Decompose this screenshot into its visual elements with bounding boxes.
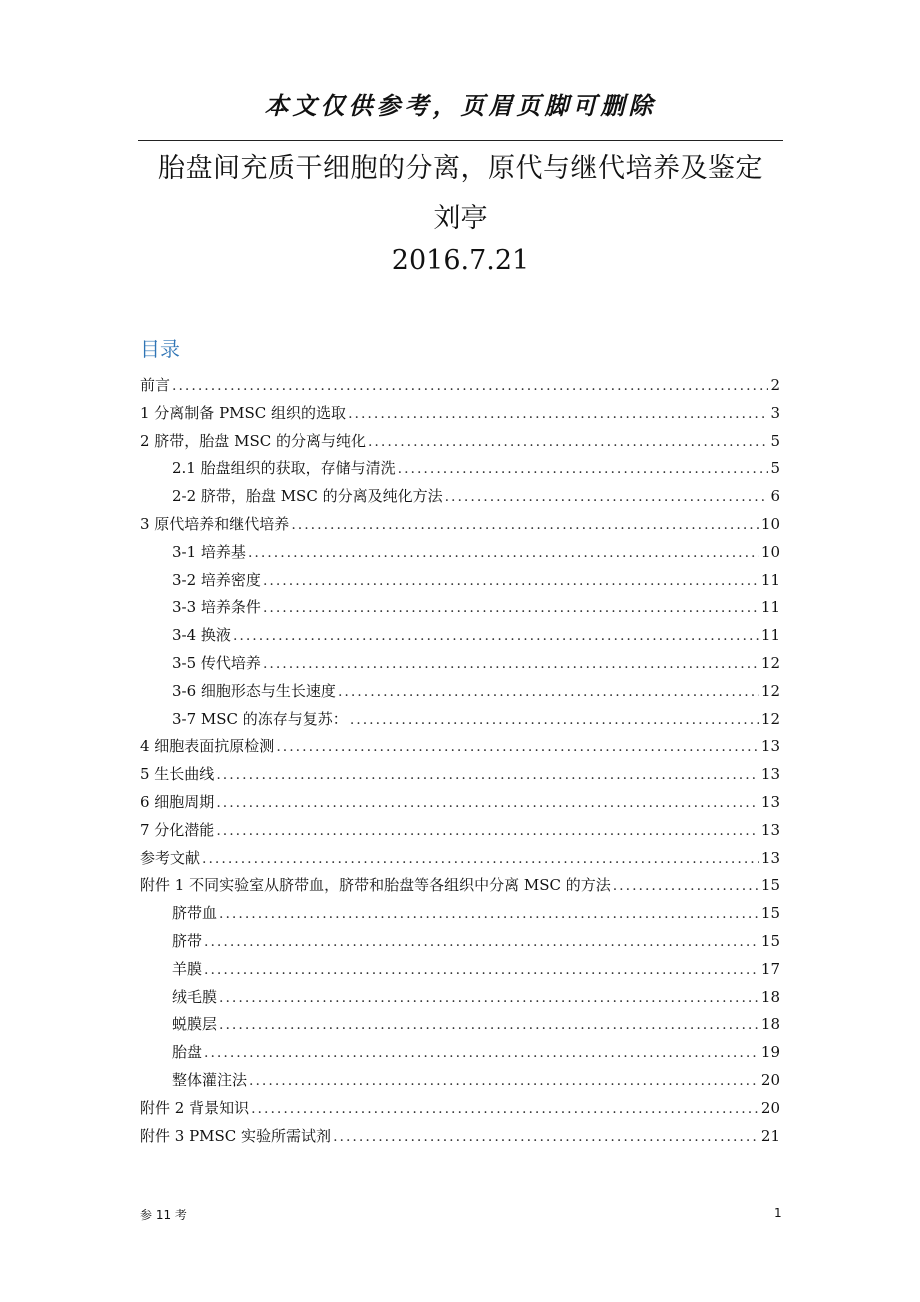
toc-entry-page: 11 xyxy=(760,570,780,589)
toc-entry-page: 15 xyxy=(760,876,780,895)
toc-entry-label: 3 原代培养和继代培养 xyxy=(140,514,290,533)
toc-entry-page: 17 xyxy=(760,959,780,978)
table-of-contents xyxy=(140,372,780,1150)
toc-dot-leader xyxy=(445,484,769,512)
toc-entry[interactable] xyxy=(140,817,780,845)
toc-dot-leader xyxy=(219,901,759,929)
toc-entry-page: 13 xyxy=(760,848,780,867)
toc-entry-page: 10 xyxy=(760,514,780,533)
toc-dot-leader xyxy=(251,1096,759,1124)
toc-entry-label: 7 分化潜能 xyxy=(140,820,215,839)
toc-dot-leader xyxy=(276,734,759,762)
toc-dot-leader xyxy=(204,929,759,957)
toc-entry[interactable] xyxy=(140,567,780,595)
toc-entry-label: 胎盘 xyxy=(172,1043,203,1062)
toc-entry[interactable] xyxy=(140,928,780,956)
toc-dot-leader xyxy=(398,456,769,484)
toc-entry[interactable] xyxy=(140,678,780,706)
toc-entry-label: 脐带血 xyxy=(172,904,218,923)
toc-entry-page: 6 xyxy=(770,487,780,506)
toc-entry[interactable] xyxy=(140,733,780,761)
toc-entry-page: 13 xyxy=(760,792,780,811)
toc-entry[interactable] xyxy=(140,1123,780,1151)
toc-dot-leader xyxy=(368,429,768,457)
toc-entry[interactable] xyxy=(140,622,780,650)
toc-entry-label: 3-5 传代培养 xyxy=(172,653,261,672)
toc-entry-label: 整体灌注法 xyxy=(172,1070,248,1089)
toc-entry-page: 13 xyxy=(760,737,780,756)
toc-dot-leader xyxy=(613,873,759,901)
toc-entry-label: 附件 1 不同实验室从脐带血，脐带和胎盘等各组织中分离 MSC 的方法 xyxy=(140,876,611,895)
toc-entry-page: 5 xyxy=(770,459,780,478)
footer-page-number: 1 xyxy=(774,1206,782,1220)
header-divider xyxy=(138,140,783,141)
toc-entry[interactable] xyxy=(140,455,780,483)
toc-dot-leader xyxy=(263,651,759,679)
toc-entry[interactable] xyxy=(140,984,780,1012)
toc-entry-label: 2 脐带，胎盘 MSC 的分离与纯化 xyxy=(140,431,366,450)
toc-entry[interactable] xyxy=(140,1011,780,1039)
toc-entry-page: 15 xyxy=(760,904,780,923)
toc-entry-label: 绒毛膜 xyxy=(172,987,218,1006)
toc-entry-label: 前言 xyxy=(140,376,171,394)
toc-entry[interactable] xyxy=(140,483,780,511)
toc-entry[interactable] xyxy=(140,650,780,678)
toc-entry[interactable] xyxy=(140,706,780,734)
toc-entry-page: 10 xyxy=(760,542,780,561)
toc-entry-label: 3-1 培养基 xyxy=(172,542,246,561)
toc-entry-page: 11 xyxy=(760,598,780,617)
toc-entry[interactable] xyxy=(140,1095,780,1123)
toc-entry[interactable] xyxy=(140,872,780,900)
toc-dot-leader xyxy=(263,568,759,596)
toc-heading: 目录 xyxy=(140,337,180,361)
toc-dot-leader xyxy=(204,1040,759,1068)
toc-entry-page: 20 xyxy=(760,1098,780,1117)
toc-dot-leader xyxy=(216,790,759,818)
toc-dot-leader xyxy=(333,1124,759,1152)
toc-dot-leader xyxy=(202,846,759,874)
toc-entry-page: 13 xyxy=(760,765,780,784)
toc-entry-page: 15 xyxy=(760,931,780,950)
toc-dot-leader xyxy=(219,1012,759,1040)
toc-entry-label: 4 细胞表面抗原检测 xyxy=(140,737,275,756)
toc-entry[interactable] xyxy=(140,956,780,984)
toc-entry-label: 5 生长曲线 xyxy=(140,765,215,784)
toc-entry-page: 18 xyxy=(760,1015,780,1034)
toc-entry[interactable] xyxy=(140,900,780,928)
toc-entry[interactable] xyxy=(140,845,780,873)
toc-entry[interactable] xyxy=(140,761,780,789)
toc-entry[interactable] xyxy=(140,372,780,400)
toc-entry-page: 12 xyxy=(760,653,780,672)
toc-dot-leader xyxy=(216,762,759,790)
document-title: 胎盘间充质干细胞的分离，原代与继代培养及鉴定 xyxy=(158,153,763,184)
toc-entry-label: 附件 3 PMSC 实验所需试剂 xyxy=(140,1126,332,1145)
toc-entry[interactable] xyxy=(140,511,780,539)
document-date: 2016.7.21 xyxy=(391,245,530,276)
toc-entry-page: 19 xyxy=(760,1043,780,1062)
toc-entry[interactable] xyxy=(140,400,780,428)
toc-dot-leader xyxy=(172,373,768,401)
toc-entry-label: 蜕膜层 xyxy=(172,1015,218,1034)
toc-entry-label: 2-2 脐带，胎盘 MSC 的分离及纯化方法 xyxy=(172,487,443,506)
toc-entry[interactable] xyxy=(140,1039,780,1067)
toc-entry-label: 3-3 培养条件 xyxy=(172,598,261,617)
footer-text: 参 11 考 xyxy=(140,1208,187,1222)
toc-dot-leader xyxy=(291,512,759,540)
toc-entry-page: 13 xyxy=(760,820,780,839)
toc-entry-label: 3-2 培养密度 xyxy=(172,570,261,589)
toc-entry-label: 1 分离制备 PMSC 组织的选取 xyxy=(140,403,347,422)
toc-entry[interactable] xyxy=(140,594,780,622)
toc-entry-page: 18 xyxy=(760,987,780,1006)
page-header: 本文仅供参考，页眉页脚可删除 xyxy=(264,92,657,120)
toc-entry[interactable] xyxy=(140,539,780,567)
toc-entry[interactable] xyxy=(140,428,780,456)
toc-entry-label: 3-6 细胞形态与生长速度 xyxy=(172,681,336,700)
toc-dot-leader xyxy=(248,540,759,568)
toc-dot-leader xyxy=(348,401,768,429)
toc-entry-label: 3-4 换液 xyxy=(172,626,231,645)
toc-dot-leader xyxy=(216,818,759,846)
toc-dot-leader xyxy=(249,1068,759,1096)
toc-dot-leader xyxy=(233,623,759,651)
toc-entry-label: 3-7 MSC 的冻存与复苏： xyxy=(172,709,348,728)
toc-entry-page: 21 xyxy=(760,1126,780,1145)
toc-entry-page: 11 xyxy=(760,626,780,645)
toc-entry-page: 12 xyxy=(760,709,780,728)
toc-entry-label: 6 细胞周期 xyxy=(140,792,215,811)
toc-dot-leader xyxy=(338,679,759,707)
toc-entry-page: 3 xyxy=(770,403,780,422)
toc-entry-page: 20 xyxy=(760,1070,780,1089)
toc-dot-leader xyxy=(219,985,759,1013)
toc-entry-label: 附件 2 背景知识 xyxy=(140,1098,250,1117)
toc-entry-page: 12 xyxy=(760,681,780,700)
toc-dot-leader xyxy=(204,957,759,985)
toc-entry-page: 2 xyxy=(770,376,780,394)
toc-entry[interactable] xyxy=(140,789,780,817)
toc-entry-label: 参考文献 xyxy=(140,848,201,867)
toc-entry-label: 羊膜 xyxy=(172,959,203,978)
toc-entry-page: 5 xyxy=(770,431,780,450)
toc-entry-label: 脐带 xyxy=(172,931,203,950)
toc-dot-leader xyxy=(263,595,759,623)
toc-entry[interactable] xyxy=(140,1067,780,1095)
document-author: 刘亭 xyxy=(433,203,488,234)
toc-entry-label: 2.1 胎盘组织的获取，存储与清洗 xyxy=(172,459,396,478)
toc-dot-leader xyxy=(350,707,759,735)
